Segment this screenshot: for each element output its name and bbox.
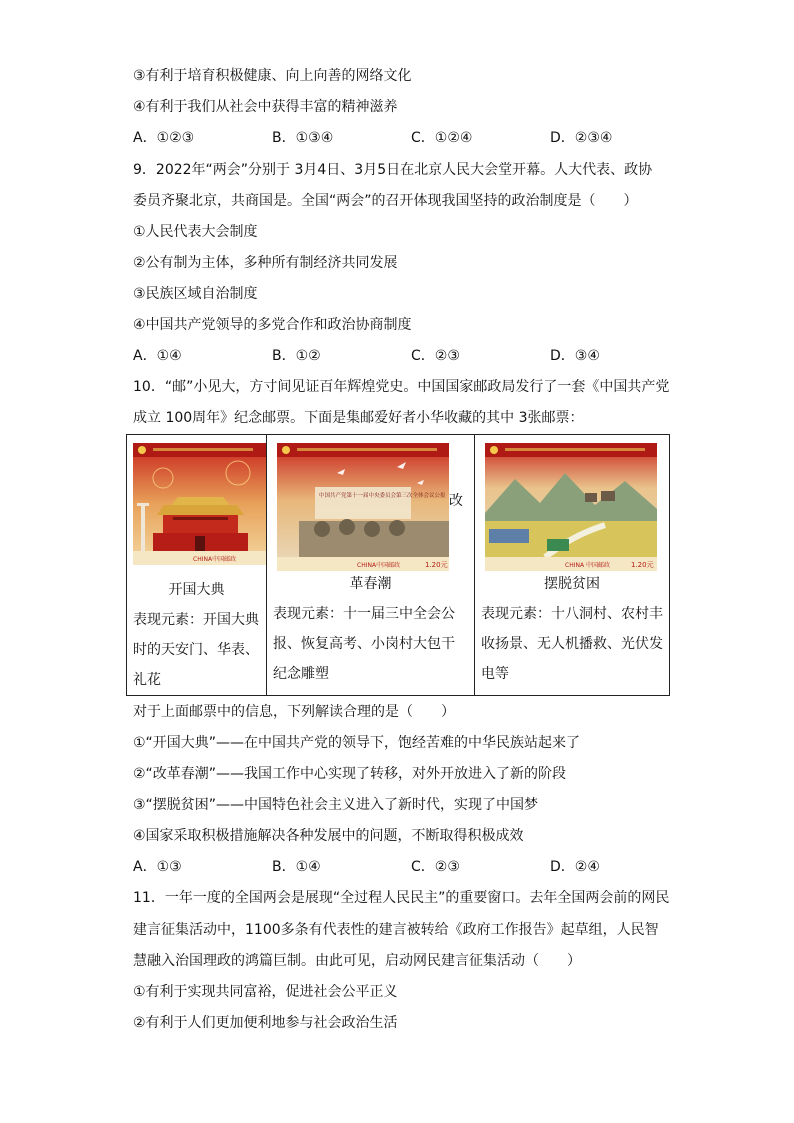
q8-option-a: A．①②③ — [133, 130, 195, 146]
stamp-title-2: 革春潮 — [349, 576, 392, 592]
stamp-table — [126, 434, 670, 696]
q10-prompt: 对于上面邮票中的信息，下列解读合理的是（ ） — [133, 704, 455, 720]
q8-item-3: ③有利于培育积极健康、向上向善的网络文化 — [133, 68, 412, 84]
q8-item-4: ④有利于我们从社会中获得丰富的精神滋养 — [133, 99, 398, 115]
q9-item-4: ④中国共产党领导的多党合作和政治协商制度 — [133, 317, 412, 333]
q10-item-2: ②“改革春潮”——我国工作中心实现了转移，对外开放进入了新的阶段 — [133, 766, 567, 782]
stamp-cell-1 — [127, 435, 267, 696]
stamp-image-poverty-alleviation — [485, 443, 657, 571]
q9-option-d: D．③④ — [550, 348, 600, 364]
stamp-image-reform-tide — [277, 443, 449, 571]
q10-option-a: A．①③ — [133, 859, 182, 875]
q9-stem-line-2: 委员齐聚北京，共商国是。全国“两会”的召开体现我国坚持的政治制度是（ ） — [133, 193, 638, 209]
svg-text:CHINA中国邮政: CHINA中国邮政 — [193, 556, 237, 563]
reform-stamp-illustration — [277, 443, 449, 571]
q10-option-c: C．②③ — [411, 859, 460, 875]
q9-item-1: ①人民代表大会制度 — [133, 224, 258, 240]
stamp-desc-2: 表现元素：十一届三中全会公报、恢复高考、小岗村大包干纪念雕塑 — [273, 606, 455, 682]
svg-text:CHINA中国邮政: CHINA中国邮政 — [357, 562, 401, 569]
overlap-character: 改 — [449, 493, 463, 509]
poverty-stamp-illustration — [485, 443, 657, 571]
q9-option-a: A．①④ — [133, 348, 182, 364]
q10-item-4: ④国家采取积极措施解决各种发展中的问题，不断取得积极成效 — [133, 828, 524, 844]
q11-stem-line-1: 11．一年一度的全国两会是展现“全过程人民民主”的重要窗口。去年全国两会前的网民 — [133, 890, 670, 906]
svg-text:CHINA 中国邮政: CHINA 中国邮政 — [565, 562, 610, 569]
q10-item-1: ①“开国大典”——在中国共产党的领导下，饱经苦难的中华民族站起来了 — [133, 735, 581, 751]
q11-stem-line-3: 慧融入治国理政的鸿篇巨制。由此可见，启动网民建言征集活动（ ） — [133, 953, 581, 969]
q10-stem-line-2: 成立 100周年》纪念邮票。下面是集邮爱好者小华收藏的其中 3张邮票： — [133, 410, 584, 426]
q10-stem-line-1: 10．“邮”小见大，方寸间见证百年辉煌党史。中国国家邮政局发行了一套《中国共产党 — [133, 379, 670, 395]
q10-option-d: D．②④ — [550, 859, 600, 875]
tiananmen-stamp-illustration — [133, 443, 266, 565]
stamp-desc-1: 表现元素：开国大典时的天安门、华表、礼花 — [133, 612, 259, 688]
stamp-desc-3: 表现元素：十八洞村、农村丰收扬景、无人机播救、光伏发电等 — [481, 606, 663, 682]
stamp-title-3: 摆脱贫困 — [544, 576, 600, 592]
q11-stem-line-2: 建言征集活动中，1100多条有代表性的建言被转给《政府工作报告》起草组，人民智 — [133, 922, 659, 938]
q9-option-b: B．①② — [272, 348, 321, 364]
stamp-cell-2 — [267, 435, 475, 696]
q9-stem-line-1: 9．2022年“两会”分别于 3月4日、3月5日在北京人民大会堂开幕。人大代表、政协 — [133, 162, 653, 178]
q8-option-b: B．①③④ — [272, 130, 334, 146]
stamp-title-1: 开国大典 — [168, 582, 225, 598]
q8-option-d: D．②③④ — [550, 130, 613, 146]
q10-item-3: ③“摆脱贫困”——中国特色社会主义进入了新时代，实现了中国梦 — [133, 797, 539, 813]
q9-option-c: C．②③ — [411, 348, 460, 364]
svg-text:中国共产党第十一届中央委员会第三次全体会议公报: 中国共产党第十一届中央委员会第三次全体会议公报 — [319, 493, 446, 499]
q11-item-1: ①有利于实现共同富裕，促进社会公平正义 — [133, 984, 398, 1000]
svg-text:1.20元: 1.20元 — [425, 561, 448, 569]
svg-text:1.20元: 1.20元 — [631, 561, 654, 569]
q8-option-c: C．①②④ — [411, 130, 473, 146]
q11-item-2: ②有利于人们更加便利地参与社会政治生活 — [133, 1015, 398, 1031]
stamp-cell-3 — [475, 435, 670, 696]
q10-option-b: B．①④ — [272, 859, 321, 875]
q9-item-3: ③民族区域自治制度 — [133, 286, 258, 302]
stamp-image-founding-ceremony — [133, 443, 266, 571]
q9-item-2: ②公有制为主体，多种所有制经济共同发展 — [133, 255, 398, 271]
